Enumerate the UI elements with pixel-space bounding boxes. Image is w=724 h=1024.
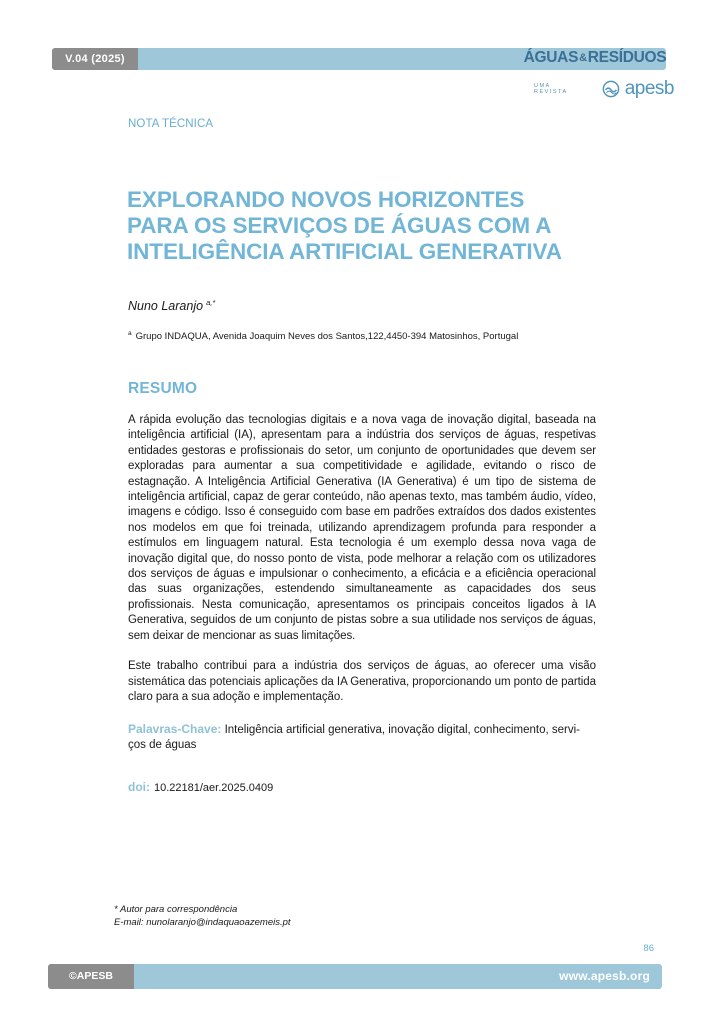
affiliation [128,330,518,342]
water-drop-icon [602,80,620,98]
brand-subtitle: UMA REVISTA [534,83,568,95]
journal-logo [522,46,668,70]
publisher-logo [534,78,674,100]
author-marker: a,* [206,298,216,307]
footnote-line: * Autor para correspondência [114,904,238,915]
title-line: EXPLORANDO NOVOS HORIZONTES [127,187,525,212]
brand-word-aguas: ÁGUAS [523,49,579,66]
abstract-heading: RESUMO [128,380,198,397]
abstract [128,413,596,705]
footnote-email[interactable]: E-mail: nunolaranjo@indaquaoazemeis.pt [114,916,291,928]
doi-value[interactable]: 10.22181/aer.2025.0409 [154,782,274,794]
affiliation-marker: a [128,330,132,337]
website-link[interactable]: www.apesb.org [559,969,650,983]
title-line: INTELIGÊNCIA ARTIFICIAL GENERATIVA [127,239,562,264]
brand-org: apesb [624,78,674,99]
abstract-paragraph: A rápida evolução das tecnologias digitais e a nova vaga de inovação digital, baseada na inteligência artificial (IA), apresentam para a indústria dos serviços de águas, respetivas entidades gestoras e profissionais do setor, um conjunto de oportunidades que devem ser exploradas para aumentar a sua competitividade e agilidade, evitando o risco de estagnação. A Inteligência Artificial Generativa (IA Generativa) é um tipo de sistema de inteligência artificial, capaz de gerar conteúdo, não apenas texto, mas também áudio, vídeo, imagens e código. Isso é conseguido com base em padrões extraídos dos dados existentes nos modelos em que foi treinada, utilizando aprendizagem profunda para responder a estímulos em linguagem natural. Esta tecnologia é um exemplo dessa nova vaga de inovação digital que, do nosso ponto de vista, pode melhorar a relação com os utilizadores dos serviços de águas e impulsionar o conhecimento, a eficácia e a eficiência operacional das suas organizações, estendendo simultaneamente as capacidades dos seus profissionais. Nesta comunicação, apresentamos os principais conceitos ligados à IA Generativa, seguidos de um conjunto de pistas sobre a sua utilidade nos serviços de águas, sem deixar de mencionar as suas limitações. [128,414,596,642]
copyright-tag: ©APESB [48,964,134,989]
title-line: PARA OS SERVIÇOS DE ÁGUAS COM A [127,213,552,238]
page-number: 86 [643,943,654,954]
abstract-paragraph: Este trabalho contribui para a indústria dos serviços de águas, ao oferecer uma visão sistemática das potenciais aplicações da IA Generativa, proporcionando um ponto de partida claro para a sua adoção e implementação. [128,660,596,703]
brand-ampersand: & [579,52,587,64]
author [128,298,215,313]
affiliation-text: Grupo INDAQUA, Avenida Joaquim Neves dos Santos,122,4450-394 Matosinhos, Portugal [135,331,519,342]
keywords-label: Palavras-Chave: [128,722,222,736]
doi-label: doi: [128,780,150,794]
keywords-text: Inteligência artificial generativa, inovação digital, conhecimento, servi-ços de águas [128,724,581,752]
correspondence-footnote [114,904,291,929]
keywords [128,722,596,754]
doi [128,780,273,794]
article-title [127,187,647,265]
volume-tag: V.04 (2025) [52,48,138,70]
brand-word-residuos: RESÍDUOS [587,49,667,66]
article-type: NOTA TÉCNICA [128,118,214,130]
author-name: Nuno Laranjo [128,299,204,313]
